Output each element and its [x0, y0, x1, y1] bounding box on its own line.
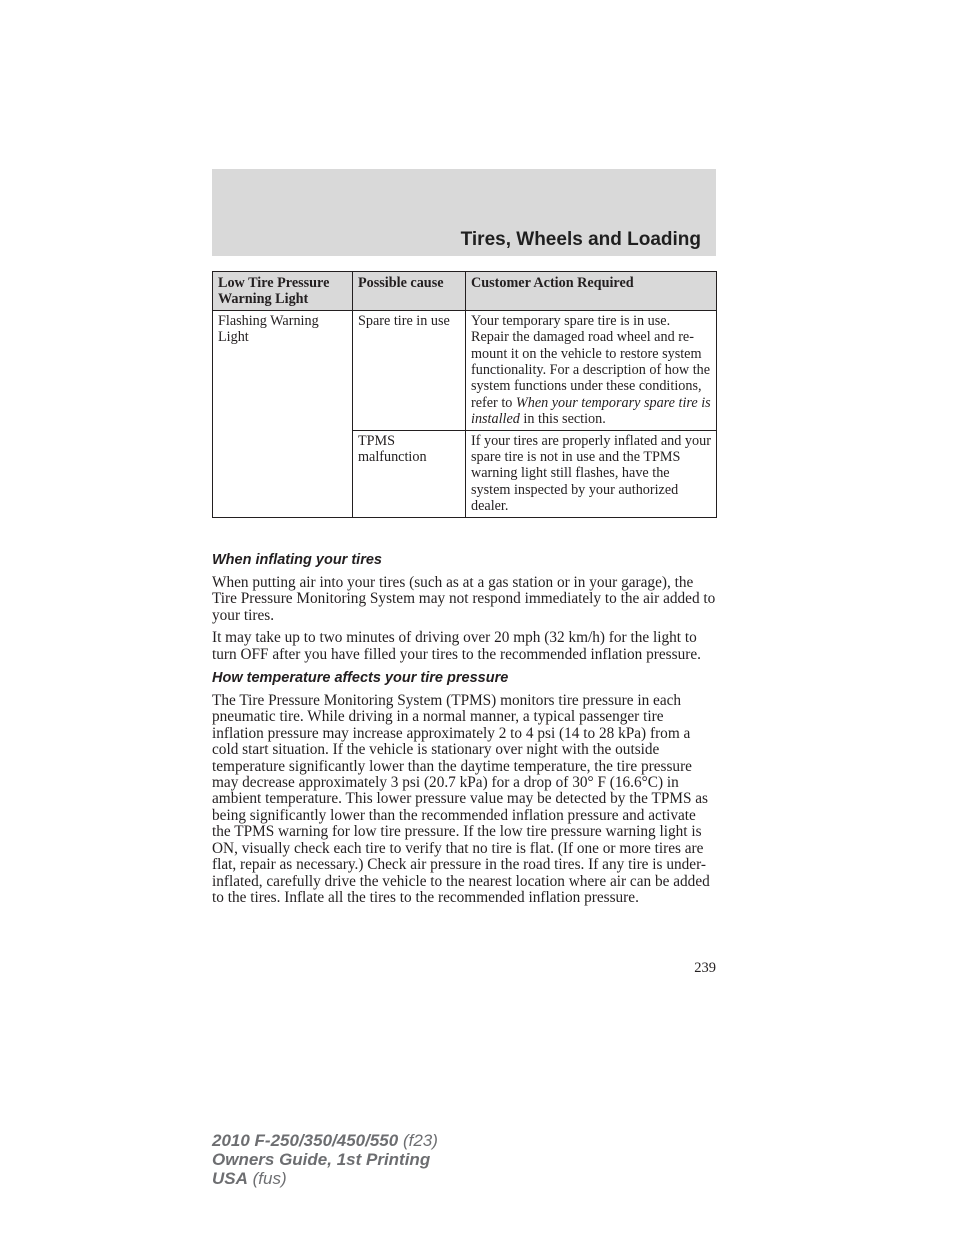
document-footer [212, 1131, 438, 1188]
subheading-inflating: When inflating your tires [212, 552, 382, 568]
column-header-customer-action: Customer Action Required [466, 272, 717, 311]
section-title: Tires, Wheels and Loading [460, 229, 701, 250]
possible-cause-cell: Spare tire in use [353, 310, 466, 430]
section-header-band [212, 169, 716, 256]
table-header-row [213, 272, 717, 311]
column-header-warning-light: Low Tire Pressure Warning Light [213, 272, 353, 311]
body-paragraph: When putting air into your tires (such as at a gas station or in your garage), the Tire Pressure Monitoring System may not respond immediately to the air added to your tires. [212, 574, 716, 624]
subheading-temperature: How temperature affects your tire pressure [212, 670, 509, 687]
table-row [213, 310, 717, 430]
warning-light-cell: Flashing Warning Light [213, 310, 353, 517]
cross-reference-text: When your temporary spare tire is installed [471, 394, 711, 428]
customer-action-cell: If your tires are properly inflated and your spare tire is not in use and the TPMS warning light still flashes, have the system inspected by your authorized dealer. [466, 430, 717, 517]
action-text-end: in this section. [519, 411, 606, 428]
footer-line-printing: Owners Guide, 1st Printing [212, 1150, 431, 1169]
footer-market: USA [212, 1169, 248, 1188]
column-header-possible-cause: Possible cause [353, 272, 466, 311]
footer-line-model [212, 1131, 438, 1150]
footer-model-code: (f23) [398, 1131, 438, 1150]
page-number: 239 [694, 960, 716, 976]
footer-model: 2010 F-250/350/450/550 [212, 1131, 399, 1150]
footer-line-market [212, 1169, 438, 1188]
action-text: Your temporary spare tire is in use. Repair the damaged road wheel and re-mount it on the vehicle to restore system functionality. For a description of how the system functions under these conditions, refer to [471, 312, 711, 411]
customer-action-cell [466, 310, 717, 430]
body-paragraph: It may take up to two minutes of driving over 20 mph (32 km/h) for the light to turn OFF after you have filled your tires to the recommended inflation pressure. [212, 629, 701, 663]
body-paragraph: The Tire Pressure Monitoring System (TPMS) monitors tire pressure in each pneumatic tire. While driving in a normal manner, a typical passenger tire inflation pressure may increase approximately 2 to 4 psi (14 to 28 kPa) from a cold start situation. If the vehicle is stationary over night with the outside temperature significantly lower than the daytime temperature, the tire pressure may decrease approximately 3 psi (20.7 kPa) for a drop of 30° F (16.6°C) in ambient temperature. This lower pressure value may be detected by the TPMS as being significantly lower than the recommended inflation pressure and activate the TPMS warning for low tire pressure. If the low tire pressure warning light is ON, visually check each tire to verify that no tire is flat. (If one or more tires are flat, repair as necessary.) Check air pressure in the road tires. If any tire is under-inflated, carefully drive the vehicle to the nearest location where air can be added to the tires. Inflate all the tires to the recommended inflation pressure. [212, 692, 710, 906]
warning-light-table [212, 271, 717, 518]
footer-market-code: (fus) [247, 1169, 287, 1188]
body-content [212, 551, 716, 912]
possible-cause-cell: TPMS malfunction [353, 430, 466, 517]
